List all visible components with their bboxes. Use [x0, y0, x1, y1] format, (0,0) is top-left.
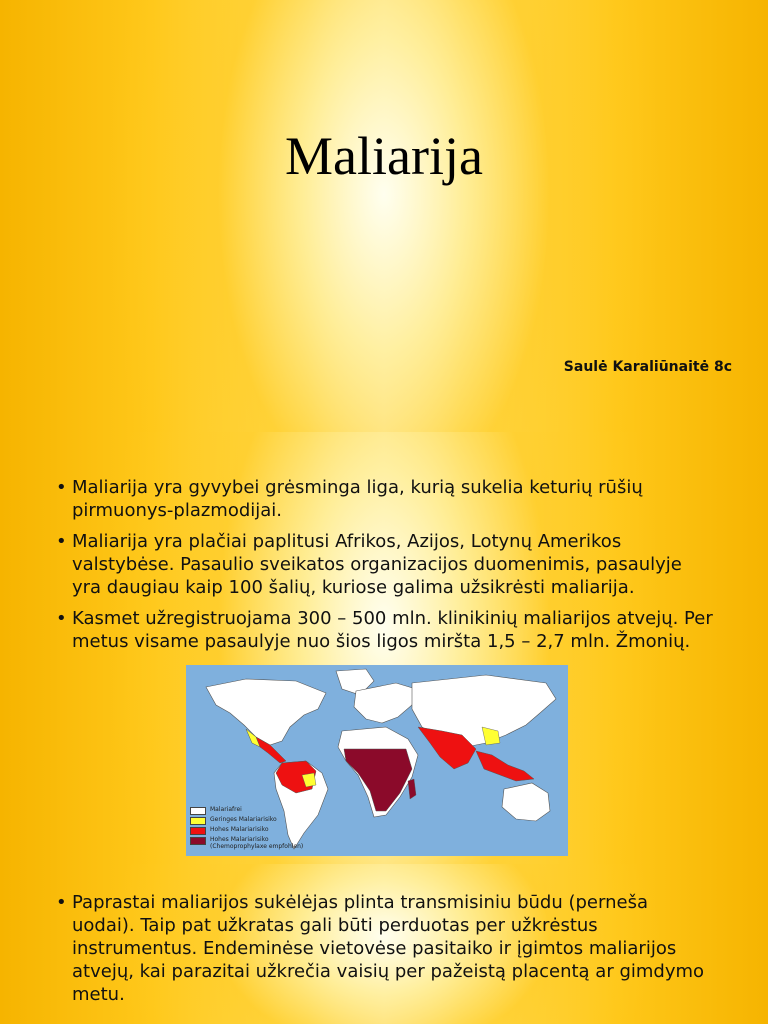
legend-swatch	[190, 817, 206, 825]
slide-title: Maliarija	[285, 126, 483, 186]
bullet-item: • Kasmet užregistruojama 300 – 500 mln. klinikinių maliarijos atvejų. Per metus visame pasaulyje nuo šios ligos miršta 1,5 – 2,7 mln. Žmonių.	[56, 607, 716, 653]
legend-sublabel: (Chemoprophylaxe empfohlen)	[210, 843, 304, 850]
title-slide	[0, 0, 768, 432]
map-legend	[190, 806, 340, 852]
bullet-item: • Paprastai maliarijos sukėlėjas plinta transmisiniu būdu (perneša uodai). Taip pat užkratas gali būti perduotas per užkrėstus instrumentus. Endeminėse vietovėse pasitaiko ir įgimtos maliarijos atvejų, kai parazitai užkrečia vaisių per pažeistą placentą ar gimdymo metu.	[56, 891, 716, 1006]
legend-swatch	[190, 827, 206, 835]
bullet-item: • Maliarija yra plačiai paplitusi Afrikos, Azijos, Lotynų Amerikos valstybėse. Pasaulio sveikatos organizacijos duomenimis, pasaulyje yra daugiau kaip 100 šalių, kuriose galima užsikrėsti maliarija.	[56, 530, 716, 599]
legend-item	[190, 826, 340, 836]
content-slide-2	[0, 864, 768, 1024]
malaria-world-map	[186, 665, 568, 856]
author-name: Saulė Karaliūnaitė 8c	[563, 359, 732, 375]
legend-label: Geringes Malariarisiko	[210, 816, 277, 823]
legend-item	[190, 806, 340, 816]
legend-item	[190, 836, 340, 852]
bullet-item: • Maliarija yra gyvybei grėsminga liga, kurią sukelia keturių rūšių pirmuonys-plazmodijai.	[56, 476, 716, 522]
legend-item	[190, 816, 340, 826]
legend-label: Malariafrei	[210, 806, 242, 813]
bullet-list	[56, 891, 716, 1014]
legend-label: Hohes Malariarisiko	[210, 826, 269, 833]
content-slide-1	[0, 432, 768, 864]
legend-swatch	[190, 807, 206, 815]
legend-swatch	[190, 837, 206, 845]
bullet-list	[56, 476, 716, 661]
legend-label: Hohes Malariarisiko	[210, 836, 269, 843]
